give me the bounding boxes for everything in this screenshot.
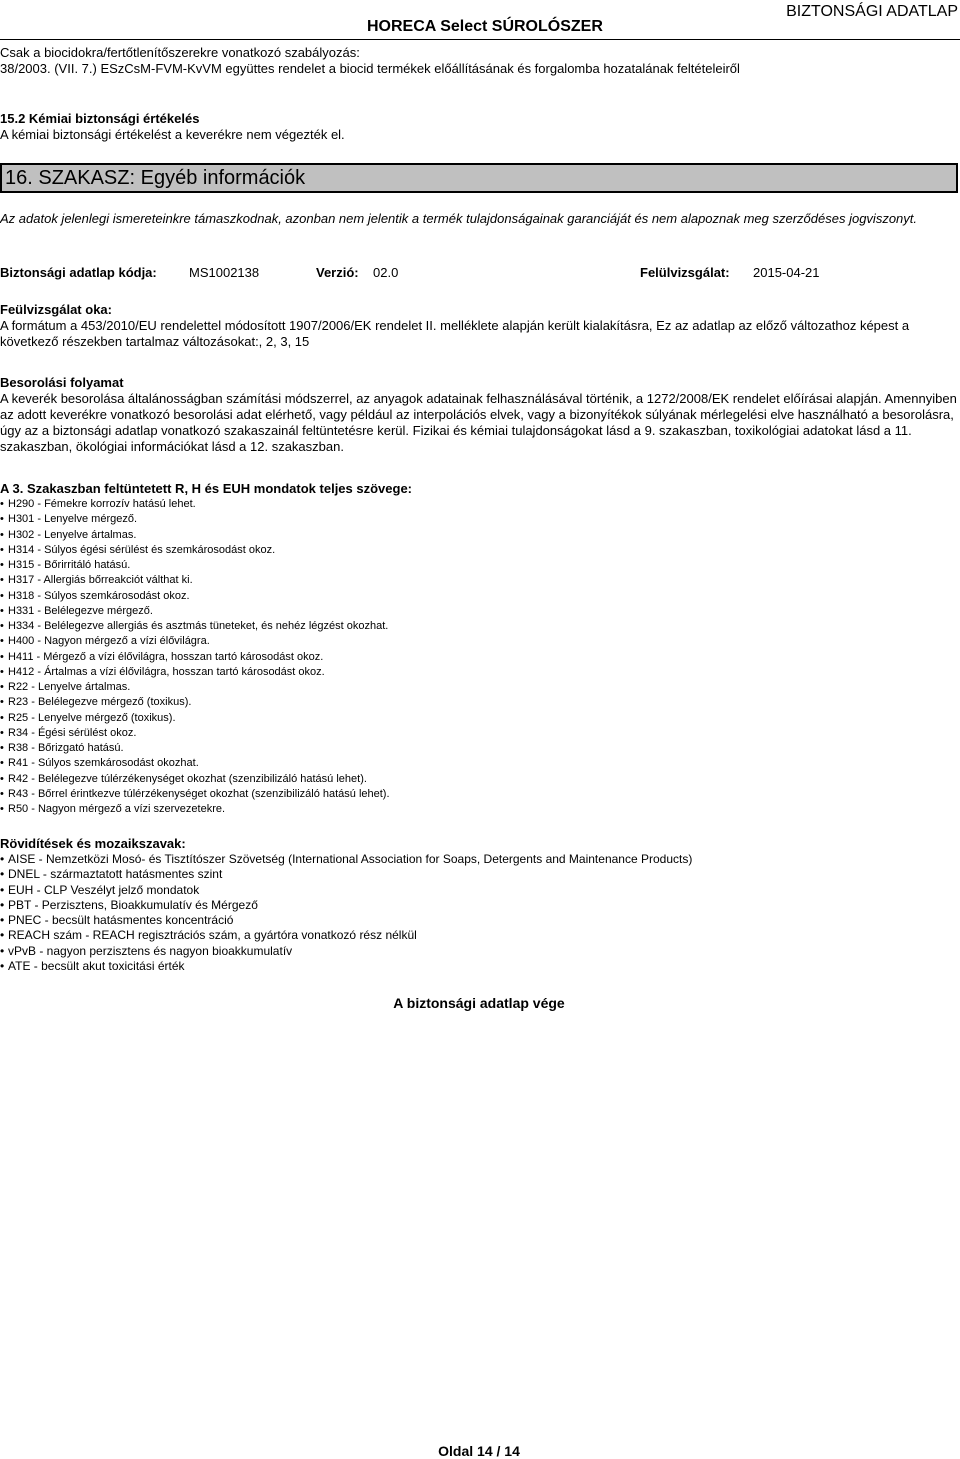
phrase-item: • H302 - Lenyelve ártalmas.	[0, 528, 390, 543]
phrase-item: • H317 - Allergiás bőrreakciót válthat ki.	[0, 573, 390, 588]
review-reason	[0, 302, 958, 350]
section-15-2	[0, 111, 958, 143]
abbreviation-item: • EUH - CLP Veszélyt jelző mondatok	[0, 883, 692, 898]
page-number: Oldal 14 / 14	[438, 1443, 520, 1459]
review-reason-title: Feülvizsgálat oka:	[0, 302, 112, 317]
section-16-title: 16. SZAKASZ: Egyéb információk	[5, 167, 306, 189]
phrase-item: • R43 - Bőrrel érintkezve túlérzékenységet okozhat (szenzibilizáló hatású lehet).	[0, 787, 390, 802]
classification	[0, 375, 958, 455]
phrase-item: • R50 - Nagyon mérgező a vízi szervezetekre.	[0, 802, 390, 817]
classification-title: Besorolási folyamat	[0, 375, 124, 390]
phrase-item: • R42 - Belélegezve túlérzékenységet okozhat (szenzibilizáló hatású lehet).	[0, 772, 390, 787]
abbreviation-item: • vPvB - nagyon perzisztens és nagyon bioakkumulatív	[0, 944, 692, 959]
biocide-note-line2: 38/2003. (VII. 7.) ESzCsM-FVM-KvVM együttes rendelet a biocid termékek előállításának és forgalomba hozatalának feltételeiről	[0, 61, 740, 76]
abbreviation-item: • REACH szám - REACH regisztrációs szám, a gyártóra vonatkozó rész nélkül	[0, 928, 692, 943]
phrase-item: • H334 - Belélegezve allergiás és asztmás tüneteket, és nehéz légzést okozhat.	[0, 619, 390, 634]
phrase-item: • R22 - Lenyelve ártalmas.	[0, 680, 390, 695]
review-reason-text: A formátum a 453/2010/EU rendelettel módosított 1907/2006/EK rendelet II. melléklete alapján került kialakításra, Ez az adatlap az előző változathoz képest a következő részekben tartalmaz változásokat:, 2, 3, 15	[0, 318, 910, 349]
section-15-2-title: 15.2 Kémiai biztonsági értékelés	[0, 111, 200, 126]
code-value: MS1002138	[189, 265, 260, 280]
phrase-item: • R38 - Bőrizgató hatású.	[0, 741, 390, 756]
phrase-item: • H411 - Mérgező a vízi élővilágra, hosszan tartó károsodást okoz.	[0, 650, 390, 665]
end-of-document: A biztonsági adatlap vége	[393, 995, 565, 1011]
code-label: Biztonsági adatlap kódja:	[0, 265, 157, 280]
biocide-note	[0, 45, 958, 77]
abbreviation-item: • AISE - Nemzetközi Mosó- és Tisztítószer Szövetség (International Association for Soaps, Detergents and Maintenance Products)	[0, 852, 692, 867]
phrase-item: • H318 - Súlyos szemkárosodást okoz.	[0, 589, 390, 604]
abbreviations-list	[0, 852, 692, 974]
phrase-item: • H290 - Fémekre korrozív hatású lehet.	[0, 497, 390, 512]
phrase-item: • H400 - Nagyon mérgező a vízi élővilágra.	[0, 634, 390, 649]
phrase-item: • H301 - Lenyelve mérgező.	[0, 512, 390, 527]
phrase-item: • H412 - Ártalmas a vízi élővilágra, hosszan tartó károsodást okoz.	[0, 665, 390, 680]
version-value: 02.0	[373, 265, 399, 280]
biocide-note-line1: Csak a biocidokra/fertőtlenítőszerekre vonatkozó szabályozás:	[0, 45, 360, 60]
abbreviation-item: • ATE - becsült akut toxicitási érték	[0, 959, 692, 974]
product-name: HORECA Select SÚROLÓSZER	[367, 18, 603, 35]
phrase-item: • R41 - Súlyos szemkárosodást okozhat.	[0, 756, 390, 771]
abbreviation-item: • DNEL - származtatott hatásmentes szint	[0, 867, 692, 882]
section-15-2-text: A kémiai biztonsági értékelést a keverékre nem végezték el.	[0, 127, 345, 142]
version-label: Verzió:	[316, 265, 359, 280]
phrases-title: A 3. Szakaszban feltüntetett R, H és EUH mondatok teljes szövege:	[0, 481, 413, 496]
disclaimer: Az adatok jelenlegi ismereteinkre támaszkodnak, azonban nem jelentik a termék tulajdonságainak garanciáját és nem alapoznak meg szerződéses jogviszonyt.	[0, 211, 918, 226]
abbreviation-item: • PBT - Perzisztens, Bioakkumulatív és Mérgező	[0, 898, 692, 913]
phrase-item: • R23 - Belélegezve mérgező (toxikus).	[0, 695, 390, 710]
phrase-item: • H331 - Belélegezve mérgező.	[0, 604, 390, 619]
phrase-item: • R34 - Égési sérülést okoz.	[0, 726, 390, 741]
section-16-header	[0, 163, 958, 193]
abbreviation-item: • PNEC - becsült hatásmentes koncentráció	[0, 913, 692, 928]
phrase-item: • H314 - Súlyos égési sérülést és szemkárosodást okoz.	[0, 543, 390, 558]
header-divider	[0, 39, 960, 40]
phrase-item: • R25 - Lenyelve mérgező (toxikus).	[0, 711, 390, 726]
review-value: 2015-04-21	[753, 265, 820, 280]
abbreviations-title: Rövidítések és mozaikszavak:	[0, 836, 186, 851]
document-meta	[0, 265, 958, 281]
review-label: Felülvizsgálat:	[640, 265, 730, 280]
classification-text: A keverék besorolása általánosságban számítási módszerrel, az anyagok adatainak felhasználásával történik, a 1272/2008/EK rendelet előírásai alapján. Amennyiben az adott keverékre vonatkozó besorolási adat elérhető, vagy például az interpolációs elvek, vagy a bizonyítékok súlyának mérlegelési elve használható a besorolásra, úgy az a biztonsági adatlap vonatkozó szakaszainál feltüntetésre kerül. Fizikai és kémiai tulajdonságokat lásd a 9. szakaszban, toxikológiai adatokat lásd a 11. szakaszban, ökológiai információkat lásd a 12. szakaszban.	[0, 391, 957, 454]
document-type: BIZTONSÁGI ADATLAP	[786, 3, 958, 20]
phrases-list	[0, 497, 390, 817]
phrase-item: • H315 - Bőrirritáló hatású.	[0, 558, 390, 573]
